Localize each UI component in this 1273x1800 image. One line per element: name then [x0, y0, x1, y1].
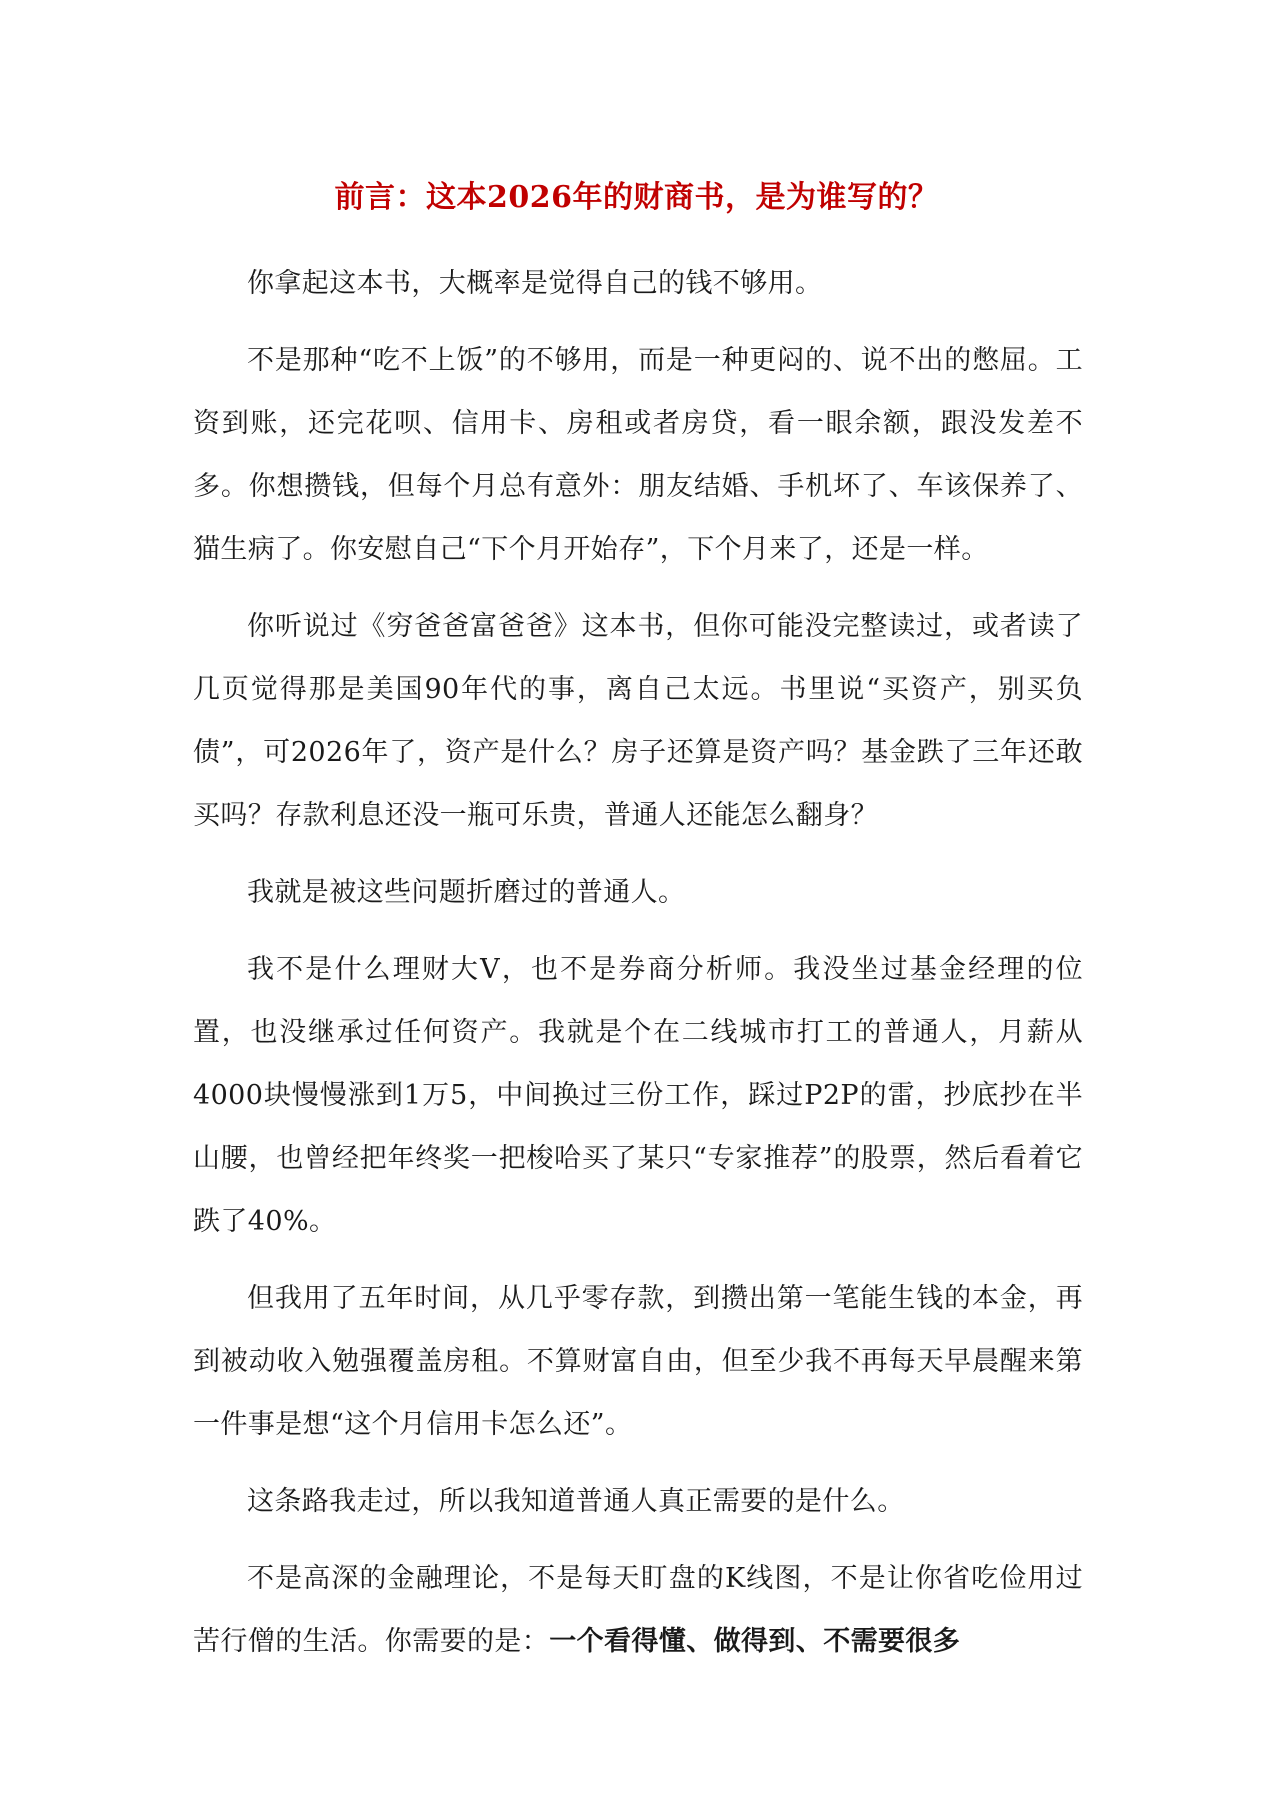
paragraph-text: 不是高深的金融理论，不是每天盯盘的K线图，不是让你省吃俭用过苦行僧的生活。你需要的是： [193, 1563, 1083, 1657]
paragraph: 不是那种“吃不上饭”的不够用，而是一种更闷的、说不出的憋屈。工资到账，还完花呗、信用卡、房租或者房贷，看一眼余额，跟没发差不多。你想攒钱，但每个月总有意外：朋友结婚、手机坏了、车该保养了、猫生病了。你安慰自己“下个月开始存”，下个月来了，还是一样。 [193, 345, 1083, 565]
paragraph: 我就是被这些问题折磨过的普通人。 [247, 877, 686, 908]
paragraph: 这条路我走过，所以我知道普通人真正需要的是什么。 [247, 1486, 905, 1517]
paragraph: 你听说过《穷爸爸富爸爸》这本书，但你可能没完整读过，或者读了几页觉得那是美国90年代的事，离自己太远。书里说“买资产，别买负债”，可2026年了，资产是什么？房子还算是资产吗？基金跌了三年还敢买吗？存款利息还没一瓶可乐贵，普通人还能怎么翻身？ [193, 611, 1083, 831]
bold-text: 一个看得懂、做得到、不需要很多 [549, 1626, 961, 1657]
body-text [193, 252, 1083, 1687]
paragraph: 但我用了五年时间，从几乎零存款，到攒出第一笔能生钱的本金，再到被动收入勉强覆盖房租。不算财富自由，但至少我不再每天早晨醒来第一件事是想“这个月信用卡怎么还”。 [193, 1283, 1083, 1440]
paragraph-last [193, 1547, 1083, 1673]
paragraph: 你拿起这本书，大概率是觉得自己的钱不够用。 [247, 268, 823, 299]
paragraph: 我不是什么理财大V，也不是券商分析师。我没坐过基金经理的位置，也没继承过任何资产。我就是个在二线城市打工的普通人，月薪从4000块慢慢涨到1万5，中间换过三份工作，踩过P2P的雷，抄底抄在半山腰，也曾经把年终奖一把梭哈买了某只“专家推荐”的股票，然后看着它跌了40%。 [193, 954, 1083, 1237]
page-title: 前言：这本2026年的财商书，是为谁写的？ [334, 180, 939, 215]
